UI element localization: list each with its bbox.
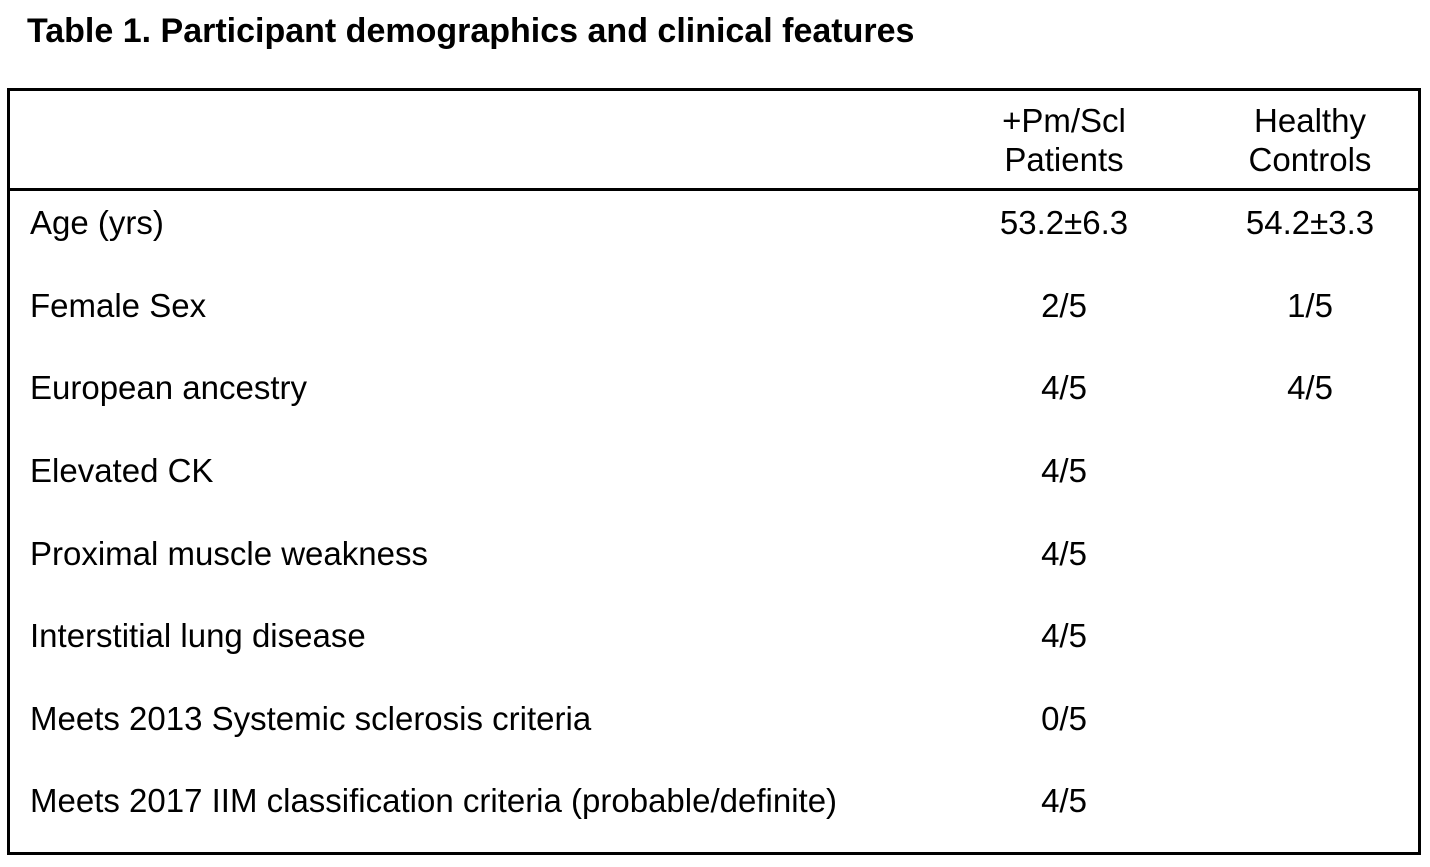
controls-value: [1202, 522, 1418, 535]
row-label: Interstitial lung disease: [30, 617, 366, 655]
table-row-european-ancestry: [10, 356, 1418, 439]
column-header-patients-line2: Patients: [1004, 140, 1124, 178]
controls-value: [1202, 439, 1418, 452]
table-row-meets-2017-criteria: [10, 769, 1418, 852]
patients-value: 2/5: [1041, 286, 1087, 324]
table-body: [10, 191, 1418, 852]
row-label: Meets 2017 IIM classification criteria (probable/definite): [30, 782, 838, 820]
row-label: Age (yrs): [30, 204, 164, 241]
controls-value: [1202, 604, 1418, 617]
column-header-controls-line1: Healthy: [1254, 101, 1366, 139]
patients-value: 4/5: [1041, 534, 1087, 572]
patients-value: 53.2±6.3: [999, 204, 1129, 241]
column-header-patients-line1: +Pm/Scl: [1002, 101, 1126, 139]
controls-value: [1202, 687, 1418, 700]
column-header-patients: [926, 101, 1202, 179]
table-row-age: [10, 191, 1418, 274]
demographics-table: [7, 88, 1421, 855]
table-row-female-sex: [10, 274, 1418, 357]
column-header-controls-line2: Controls: [1248, 140, 1372, 178]
row-label: Elevated CK: [30, 451, 214, 489]
controls-value: [1202, 769, 1418, 782]
row-label: Female Sex: [30, 286, 207, 324]
table-row-meets-2013-criteria: [10, 687, 1418, 770]
table-row-proximal-muscle-weakness: [10, 522, 1418, 605]
patients-value: 4/5: [1041, 451, 1087, 489]
controls-value: 1/5: [1287, 286, 1333, 324]
patients-value: 4/5: [1041, 369, 1087, 407]
table-row-interstitial-lung-disease: [10, 604, 1418, 687]
patients-value: 0/5: [1041, 699, 1087, 737]
table-header-row: [10, 91, 1418, 191]
column-header-controls: [1202, 101, 1418, 179]
row-label: Meets 2013 Systemic sclerosis criteria: [30, 699, 592, 737]
table-row-elevated-ck: [10, 439, 1418, 522]
row-label: Proximal muscle weakness: [30, 534, 428, 572]
controls-value: 54.2±3.3: [1245, 204, 1375, 241]
controls-value: 4/5: [1287, 369, 1333, 407]
table-title: Table 1. Participant demographics and clinical features: [27, 12, 915, 50]
patients-value: 4/5: [1041, 617, 1087, 655]
row-label: European ancestry: [30, 369, 308, 407]
patients-value: 4/5: [1041, 782, 1087, 820]
